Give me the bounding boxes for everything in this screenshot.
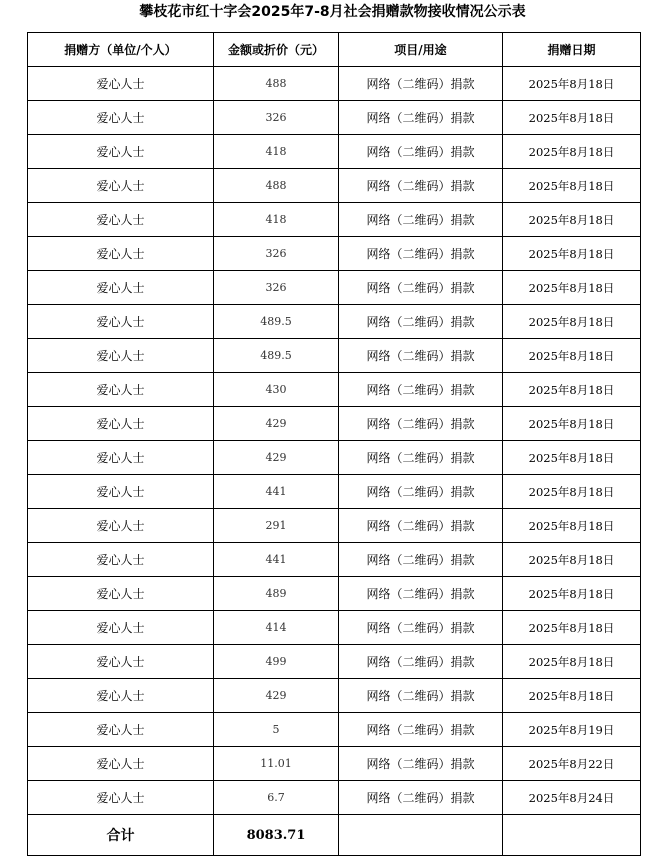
table-row [28, 67, 641, 101]
purpose-cell: 网络（二维码）捐款 [339, 645, 503, 679]
amount-cell: 489.5 [214, 305, 339, 339]
amount-cell: 326 [214, 237, 339, 271]
date-cell: 2025年8月18日 [503, 407, 641, 441]
purpose-cell: 网络（二维码）捐款 [339, 67, 503, 101]
date-cell: 2025年8月18日 [503, 475, 641, 509]
date-cell: 2025年8月24日 [503, 781, 641, 815]
donor-cell: 爱心人士 [28, 339, 214, 373]
date-cell: 2025年8月18日 [503, 271, 641, 305]
purpose-cell: 网络（二维码）捐款 [339, 203, 503, 237]
date-cell: 2025年8月18日 [503, 339, 641, 373]
amount-cell: 441 [214, 475, 339, 509]
purpose-cell: 网络（二维码）捐款 [339, 237, 503, 271]
purpose-cell: 网络（二维码）捐款 [339, 169, 503, 203]
date-cell: 2025年8月18日 [503, 543, 641, 577]
table-body [28, 67, 641, 856]
date-cell: 2025年8月18日 [503, 305, 641, 339]
table-row [28, 611, 641, 645]
table-row [28, 747, 641, 781]
date-cell: 2025年8月18日 [503, 611, 641, 645]
purpose-cell: 网络（二维码）捐款 [339, 543, 503, 577]
purpose-cell: 网络（二维码）捐款 [339, 577, 503, 611]
donor-cell: 爱心人士 [28, 237, 214, 271]
donor-cell: 爱心人士 [28, 713, 214, 747]
purpose-cell: 网络（二维码）捐款 [339, 305, 503, 339]
amount-cell: 5 [214, 713, 339, 747]
amount-cell: 441 [214, 543, 339, 577]
total-row [28, 815, 641, 856]
table-row [28, 781, 641, 815]
donor-cell: 爱心人士 [28, 781, 214, 815]
purpose-cell: 网络（二维码）捐款 [339, 135, 503, 169]
donor-cell: 爱心人士 [28, 271, 214, 305]
donor-cell: 爱心人士 [28, 407, 214, 441]
column-header-date: 捐赠日期 [503, 33, 641, 67]
purpose-cell: 网络（二维码）捐款 [339, 339, 503, 373]
donor-cell: 爱心人士 [28, 475, 214, 509]
purpose-cell: 网络（二维码）捐款 [339, 475, 503, 509]
date-cell: 2025年8月18日 [503, 135, 641, 169]
amount-cell: 488 [214, 169, 339, 203]
amount-cell: 429 [214, 679, 339, 713]
table-row [28, 441, 641, 475]
date-cell: 2025年8月18日 [503, 169, 641, 203]
table-row [28, 373, 641, 407]
donor-cell: 爱心人士 [28, 373, 214, 407]
table-row [28, 543, 641, 577]
amount-cell: 326 [214, 101, 339, 135]
total-amount: 8083.71 [214, 815, 339, 856]
amount-cell: 418 [214, 203, 339, 237]
amount-cell: 489 [214, 577, 339, 611]
column-header-amount: 金额或折价（元） [214, 33, 339, 67]
table-row [28, 475, 641, 509]
donor-cell: 爱心人士 [28, 101, 214, 135]
total-purpose-cell [339, 815, 503, 856]
donation-table [27, 32, 641, 856]
date-cell: 2025年8月18日 [503, 645, 641, 679]
amount-cell: 499 [214, 645, 339, 679]
donor-cell: 爱心人士 [28, 543, 214, 577]
purpose-cell: 网络（二维码）捐款 [339, 713, 503, 747]
donor-cell: 爱心人士 [28, 645, 214, 679]
purpose-cell: 网络（二维码）捐款 [339, 373, 503, 407]
date-cell: 2025年8月18日 [503, 441, 641, 475]
table-row [28, 101, 641, 135]
table-header-row [28, 33, 641, 67]
table-row [28, 577, 641, 611]
table-row [28, 203, 641, 237]
table-row [28, 271, 641, 305]
column-header-donor: 捐赠方（单位/个人） [28, 33, 214, 67]
date-cell: 2025年8月18日 [503, 509, 641, 543]
date-cell: 2025年8月18日 [503, 577, 641, 611]
donor-cell: 爱心人士 [28, 203, 214, 237]
purpose-cell: 网络（二维码）捐款 [339, 509, 503, 543]
table-row [28, 135, 641, 169]
date-cell: 2025年8月18日 [503, 237, 641, 271]
date-cell: 2025年8月18日 [503, 67, 641, 101]
date-cell: 2025年8月18日 [503, 679, 641, 713]
donor-cell: 爱心人士 [28, 169, 214, 203]
total-label: 合计 [28, 815, 214, 856]
amount-cell: 414 [214, 611, 339, 645]
page-title: 攀枝花市红十字会2025年7-8月社会捐赠款物接收情况公示表 [139, 4, 526, 20]
table-row [28, 169, 641, 203]
date-cell: 2025年8月18日 [503, 101, 641, 135]
amount-cell: 418 [214, 135, 339, 169]
donor-cell: 爱心人士 [28, 679, 214, 713]
amount-cell: 326 [214, 271, 339, 305]
table-row [28, 305, 641, 339]
amount-cell: 291 [214, 509, 339, 543]
table-row [28, 339, 641, 373]
amount-cell: 488 [214, 67, 339, 101]
date-cell: 2025年8月18日 [503, 373, 641, 407]
donor-cell: 爱心人士 [28, 135, 214, 169]
donor-cell: 爱心人士 [28, 747, 214, 781]
donor-cell: 爱心人士 [28, 509, 214, 543]
table-row [28, 713, 641, 747]
date-cell: 2025年8月18日 [503, 203, 641, 237]
amount-cell: 489.5 [214, 339, 339, 373]
date-cell: 2025年8月22日 [503, 747, 641, 781]
amount-cell: 11.01 [214, 747, 339, 781]
amount-cell: 429 [214, 441, 339, 475]
amount-cell: 430 [214, 373, 339, 407]
table-row [28, 645, 641, 679]
purpose-cell: 网络（二维码）捐款 [339, 611, 503, 645]
purpose-cell: 网络（二维码）捐款 [339, 407, 503, 441]
donor-cell: 爱心人士 [28, 441, 214, 475]
table-row [28, 679, 641, 713]
donor-cell: 爱心人士 [28, 611, 214, 645]
purpose-cell: 网络（二维码）捐款 [339, 441, 503, 475]
table-row [28, 509, 641, 543]
purpose-cell: 网络（二维码）捐款 [339, 679, 503, 713]
donor-cell: 爱心人士 [28, 577, 214, 611]
donor-cell: 爱心人士 [28, 305, 214, 339]
amount-cell: 6.7 [214, 781, 339, 815]
purpose-cell: 网络（二维码）捐款 [339, 271, 503, 305]
purpose-cell: 网络（二维码）捐款 [339, 781, 503, 815]
column-header-purpose: 项目/用途 [339, 33, 503, 67]
purpose-cell: 网络（二维码）捐款 [339, 101, 503, 135]
date-cell: 2025年8月19日 [503, 713, 641, 747]
donor-cell: 爱心人士 [28, 67, 214, 101]
table-row [28, 237, 641, 271]
table-row [28, 407, 641, 441]
purpose-cell: 网络（二维码）捐款 [339, 747, 503, 781]
total-date-cell [503, 815, 641, 856]
amount-cell: 429 [214, 407, 339, 441]
